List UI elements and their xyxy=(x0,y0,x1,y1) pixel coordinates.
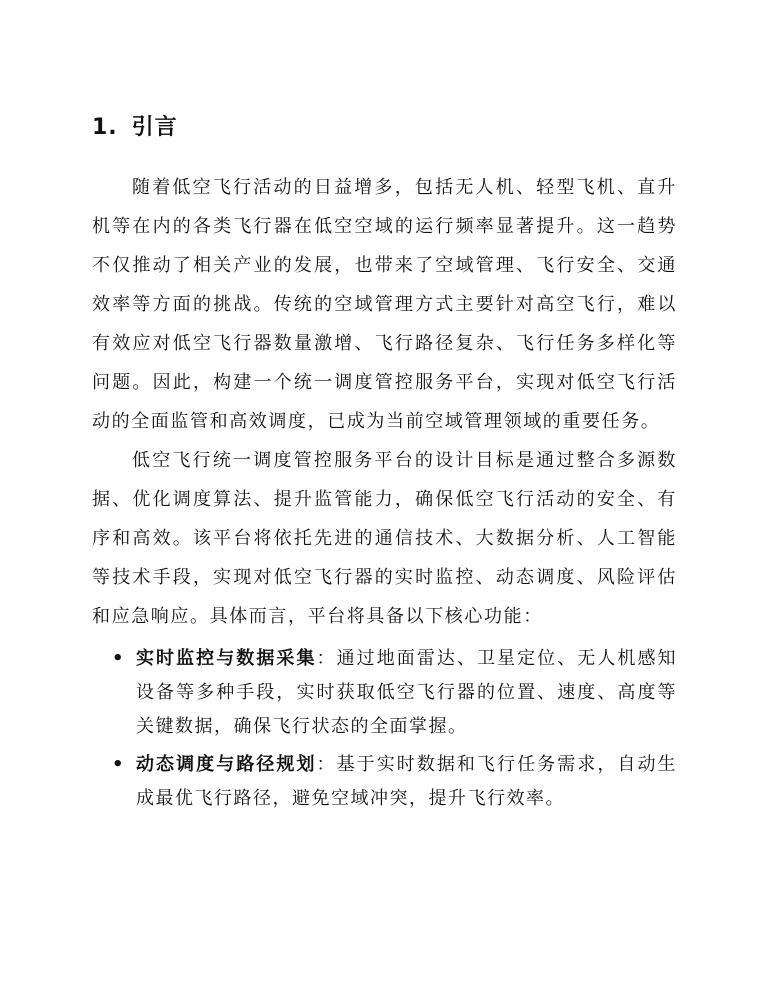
bullet-icon: • xyxy=(112,754,126,775)
core-function-list xyxy=(92,642,677,816)
section-title: 引言 xyxy=(131,115,178,140)
bullet-term: 实时监控与数据采集 xyxy=(136,648,317,669)
body-text xyxy=(92,168,677,816)
list-item xyxy=(92,748,677,816)
section-heading xyxy=(92,113,178,143)
paragraph-design-goal: 低空飞行统一调度管控服务平台的设计目标是通过整合多源数据、优化调度算法、提升监管能力，确保低空飞行活动的安全、有序和高效。该平台将依托先进的通信技术、大数据分析、人工智能等技术手段，实现对低空飞行器的实时监控、动态调度、风险评估和应急响应。具体而言，平台将具备以下核心功能： xyxy=(92,450,677,627)
bullet-text: ：基于实时数据和飞行任务需求，自动生成最优飞行路径，避免空域冲突，提升飞行效率。 xyxy=(136,754,678,809)
bullet-text: ：通过地面雷达、卫星定位、无人机感知设备等多种手段，实时获取低空飞行器的位置、速度、高度等关键数据，确保飞行状态的全面掌握。 xyxy=(136,648,678,737)
section-number: 1. xyxy=(92,115,118,140)
list-item xyxy=(92,642,677,744)
bullet-term: 动态调度与路径规划 xyxy=(136,754,317,775)
bullet-icon: • xyxy=(112,648,126,669)
paragraph-intro: 随着低空飞行活动的日益增多，包括无人机、轻型飞机、直升机等在内的各类飞行器在低空空域的运行频率显著提升。这一趋势不仅推动了相关产业的发展，也带来了空域管理、飞行安全、交通效率等方面的挑战。传统的空域管理方式主要针对高空飞行，难以有效应对低空飞行器数量激增、飞行路径复杂、飞行任务多样化等问题。因此，构建一个统一调度管控服务平台，实现对低空飞行活动的全面监管和高效调度，已成为当前空域管理领域的重要任务。 xyxy=(92,177,677,432)
